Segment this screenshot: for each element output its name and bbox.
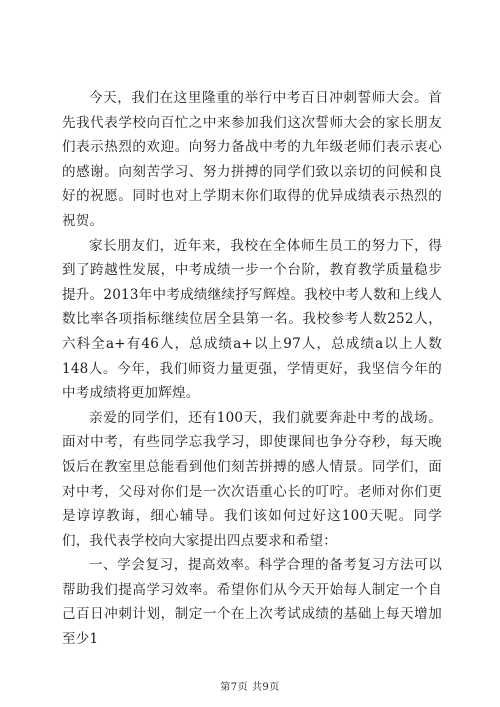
paragraph-parents: 家长朋友们，近年来，我校在全体师生员工的努力下，得到了跨越性发展，中考成绩一步一个台阶，教育教学质量稳步提升。2013年中考成绩继续抒写辉煌。我校中考人数和上线人数比率各项指标继续位居全县第一名。我校参考人数252人，六科全a+有46人，总成绩a+以上97人，总成绩a以上人数148人。今年，我们师资力量更强，学情更好，我坚信今年的中考成绩将更加辉煌。 <box>62 237 442 402</box>
paragraph-opening: 今天，我们在这里隆重的举行中考百日冲刺誓师大会。首先我代表学校向百忙之中来参加我们这次誓师大会的家长朋友们表示热烈的欢迎。向努力备战中考的九年级老师们表示衷心的感谢。向刻苦学习、努力拼搏的同学们致以亲切的问候和良好的祝愿。同时也对上学期末你们取得的优异成绩表示热烈的祝贺。 <box>62 90 442 229</box>
paragraph-point-one: 一、学会复习，提高效率。科学合理的备考复习方法可以帮助我们提高学习效率。希望你们从今天开始每人制定一个自己百日冲刺计划，制定一个在上次考试成绩的基础上每天增加至少1 <box>62 557 442 648</box>
document-body <box>62 86 442 652</box>
paragraph-students: 亲爱的同学们，还有100天，我们就要奔赴中考的战场。面对中考，有些同学忘我学习，即使课间也争分夺秒，每天晚饭后在教室里总能看到他们刻苦拼搏的感人情景。同学们，面对中考，父母对你们是一次次语重心长的叮咛。老师对你们更是谆谆教诲，细心辅导。我们该如何过好这100天呢。同学们，我代表学校向大家提出四点要求和希望： <box>62 409 442 549</box>
page-number-footer: 第7页 共9页 <box>220 682 280 693</box>
